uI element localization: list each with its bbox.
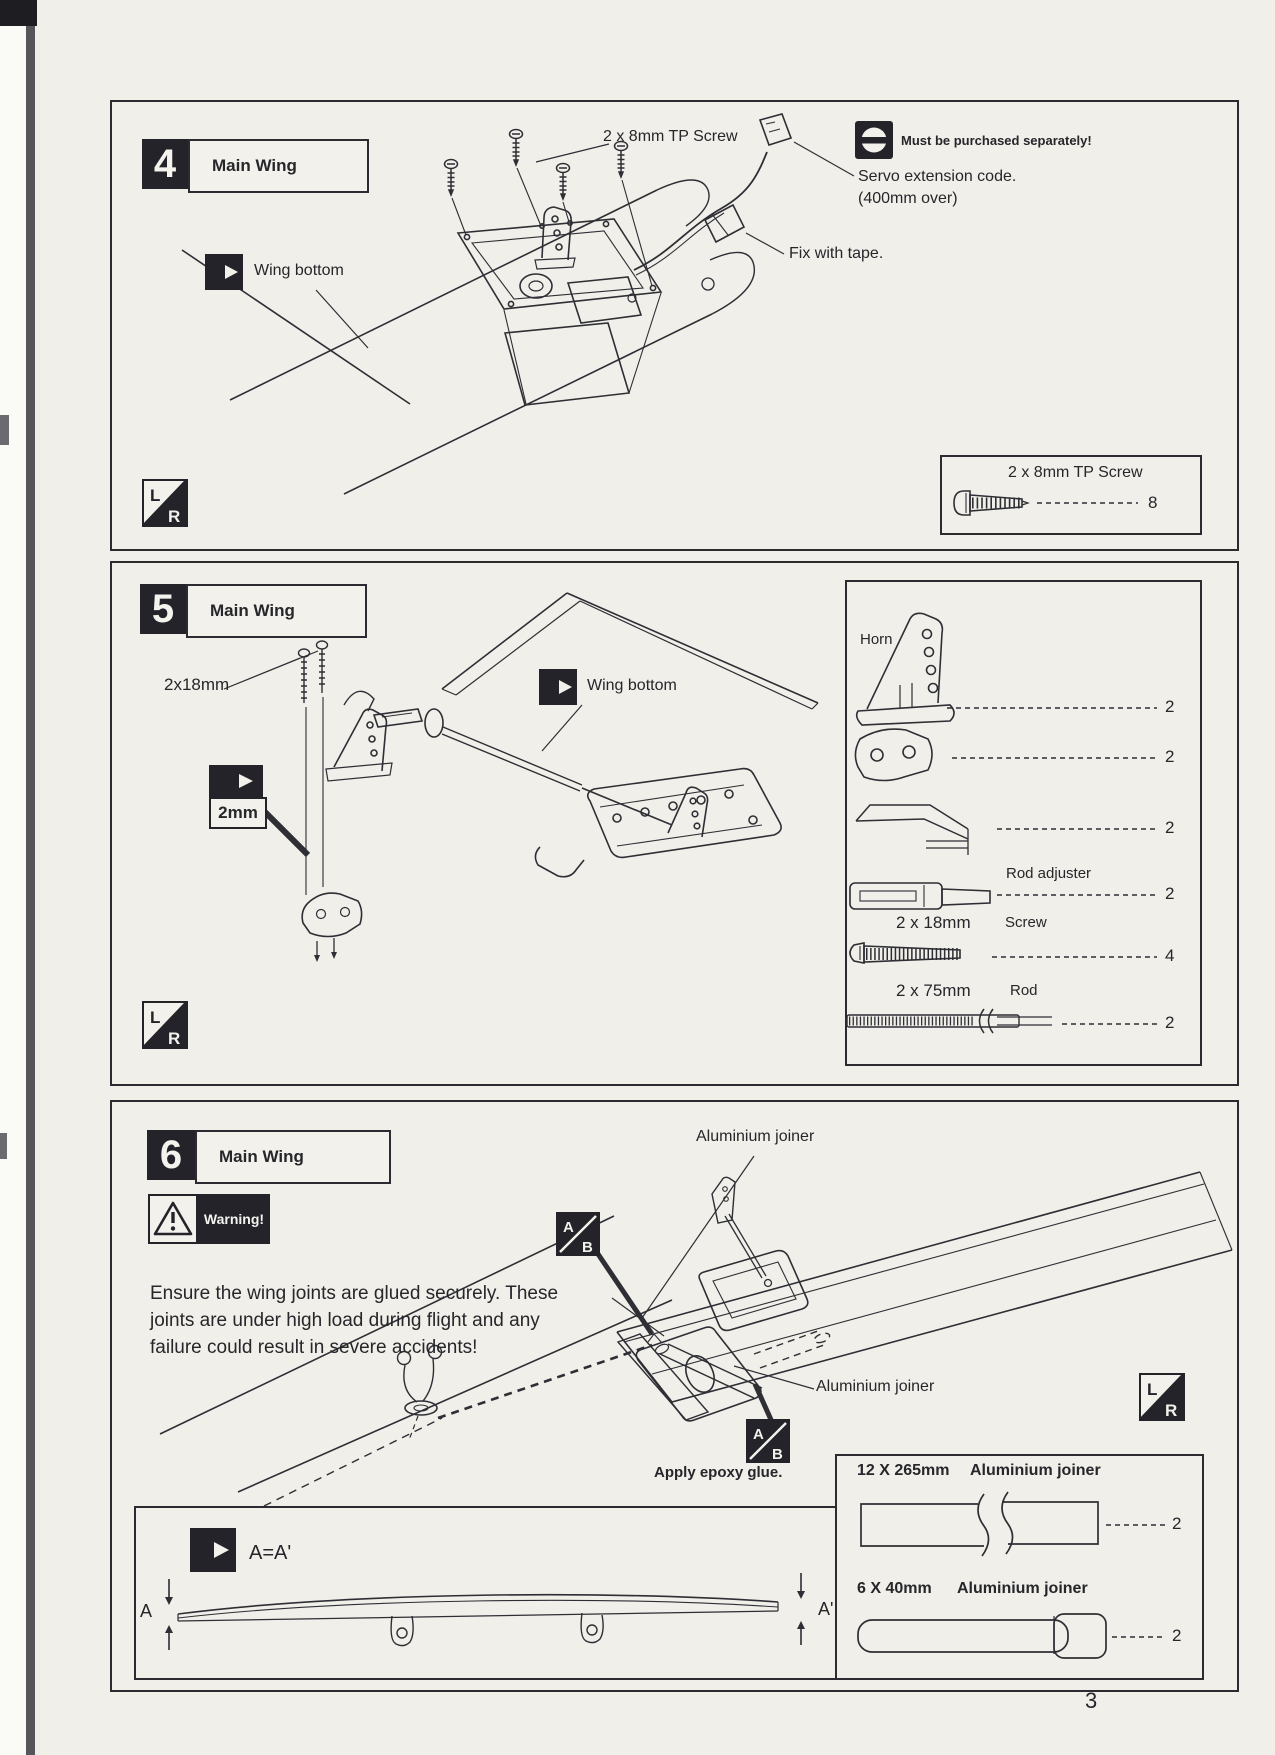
r-text: R	[168, 507, 181, 526]
warning-label	[198, 1194, 270, 1244]
screw-qty: 4	[1165, 946, 1175, 965]
scan-nick	[0, 1133, 7, 1159]
scan-corner-mark	[0, 0, 37, 26]
warning-triangle-icon	[148, 1194, 198, 1244]
rod-type: Rod	[1010, 982, 1038, 999]
page-number: 3	[1085, 1688, 1098, 1713]
rod-qty: 2	[1165, 1013, 1175, 1032]
a-text: A	[753, 1426, 764, 1443]
align-a-prime-label: A'	[818, 1599, 834, 1619]
b-text: B	[772, 1446, 783, 1463]
step-number-text: 6	[159, 1132, 183, 1177]
purchase-note: Must be purchased separately!	[901, 133, 1092, 148]
screw-size: 2 x 18mm	[896, 913, 971, 932]
apply-glue-note: Apply epoxy glue.	[654, 1464, 783, 1481]
l-text: L	[1147, 1380, 1158, 1399]
step6-panel	[110, 1100, 1239, 1692]
wing-bottom-label: Wing bottom	[254, 262, 344, 279]
align-equal-label: A=A'	[249, 1542, 292, 1564]
r-text: R	[1165, 1401, 1178, 1420]
step-title-text: Main Wing	[212, 156, 297, 175]
screw-type: Screw	[1005, 914, 1047, 931]
adjuster-qty: 2	[1165, 884, 1175, 903]
step6-parts-box	[835, 1454, 1204, 1680]
fix-tape-note: Fix with tape.	[789, 245, 884, 262]
joiner2-size: 6 X 40mm	[857, 1580, 932, 1597]
step4-title-box	[188, 139, 369, 193]
step4-panel	[110, 100, 1239, 551]
alignment-box	[134, 1506, 837, 1680]
horn-qty: 2	[1165, 697, 1175, 716]
parts-title: 2 x 8mm TP Screw	[1008, 464, 1143, 481]
direction-arrow-icon	[205, 254, 243, 295]
left-right-icon	[142, 1001, 188, 1054]
step-number-text: 4	[153, 141, 177, 186]
joiner1-qty: 2	[1172, 1514, 1182, 1533]
step-number-text: 5	[151, 586, 175, 631]
screw-size-label: 2x18mm	[164, 675, 230, 694]
l-text: L	[150, 486, 161, 505]
purchase-separately-icon	[855, 121, 893, 164]
warning-paragraph	[150, 1280, 558, 1361]
joiner1-type: Aluminium joiner	[970, 1462, 1101, 1479]
step6-number	[147, 1130, 195, 1180]
ab-section-icon	[746, 1419, 790, 1468]
left-right-icon	[1139, 1373, 1185, 1426]
plate-qty: 2	[1165, 747, 1175, 766]
step5-panel	[110, 561, 1239, 1086]
servo-extension-note: Servo extension code.	[858, 168, 1017, 185]
direction-arrow-icon	[539, 669, 577, 710]
warning-text: Warning!	[203, 1211, 265, 1227]
r-text: R	[168, 1029, 181, 1048]
horn-label: Horn	[860, 631, 893, 648]
align-a-label: A	[140, 1601, 153, 1621]
depth-2mm-label: 2mm	[209, 797, 267, 829]
ab-section-icon	[556, 1212, 600, 1261]
scan-margin	[0, 0, 26, 1755]
aluminium-joiner-label-mid: Aluminium joiner	[816, 1378, 935, 1395]
b-text: B	[582, 1239, 593, 1256]
step4-parts-box	[940, 455, 1202, 535]
tp-screw-label: 2 x 8mm TP Screw	[603, 128, 738, 145]
joiner2-type: Aluminium joiner	[957, 1580, 1088, 1597]
warning-line1: Ensure the wing joints are glued securely. These	[150, 1283, 559, 1304]
warning-line3: failure could result in severe accidents!	[150, 1337, 478, 1358]
step-title-text: Main Wing	[210, 601, 295, 620]
step5-number	[140, 584, 186, 634]
aluminium-joiner-label-top: Aluminium joiner	[696, 1128, 815, 1145]
left-right-icon	[142, 479, 188, 532]
step-title-text: Main Wing	[219, 1147, 304, 1166]
scan-spine-line	[26, 0, 35, 1755]
a-text: A	[563, 1219, 574, 1236]
servo-extension-note2: (400mm over)	[858, 190, 958, 207]
rod-size: 2 x 75mm	[896, 981, 971, 1000]
bracket-qty: 2	[1165, 818, 1175, 837]
joiner1-size: 12 X 265mm	[857, 1462, 950, 1479]
rod-adjuster-label: Rod adjuster	[1006, 865, 1092, 882]
step4-number	[142, 139, 188, 189]
l-text: L	[150, 1008, 161, 1027]
wing-bottom-label: Wing bottom	[587, 677, 677, 694]
step6-title-box	[195, 1130, 391, 1184]
parts-qty: 8	[1148, 493, 1158, 512]
step5-title-box	[186, 584, 367, 638]
direction-arrow-icon	[190, 1528, 236, 1577]
joiner2-qty: 2	[1172, 1626, 1182, 1645]
scan-nick	[0, 415, 9, 445]
warning-line2: joints are under high load during flight and any	[150, 1310, 540, 1331]
